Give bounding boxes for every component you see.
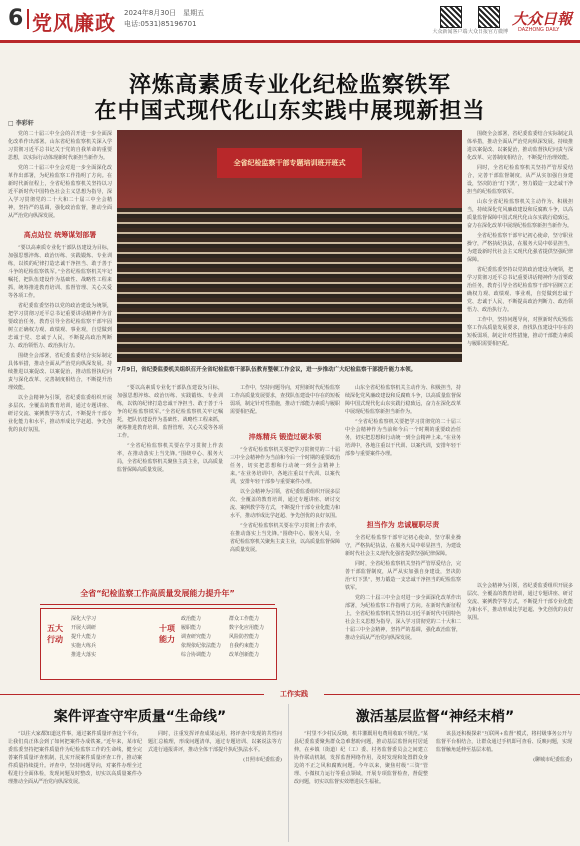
body-paragraph: “全省纪检监察机关要把学习贯彻党的二十届三中全会精神作为当前和今后一个时期的重要政治任务，切实把思想和行动统一到全会精神上来。”在业务培训中，各地注重以干代训、以案代训，安排年轻干部参与重要案件办理。 [345, 419, 461, 457]
list-item: 深化大学习 [71, 616, 97, 622]
qr-label: 大众新闻客户端 [432, 29, 468, 35]
right-box-list [181, 615, 221, 660]
editor-phone: 电话:0531)85196701 [124, 20, 197, 28]
issue-date: 2024年8月30日 星期五 [124, 9, 205, 17]
list-item: 实施大练兵 [71, 643, 97, 649]
column-3-top [230, 384, 340, 430]
list-item: 群众工作能力 [229, 616, 260, 622]
page-number: 6 [8, 6, 24, 31]
body-paragraph: “要以高素质专业化干部队伍建设为目标，加强思想淬炼、政治历练、实践锻炼、专业训练，以铁的纪律打造忠诚干净担当、敢于善于斗争的纪检监察铁军。”全省纪检监察机关牢记嘱托，把队伍建设作为基础性、战略性工程来抓，统筹推进教育培训、监督管理、关心关爱等各项工作。 [117, 385, 223, 439]
column-divider [288, 704, 289, 842]
right-box-label: 十项能力 [159, 624, 175, 644]
lead-text: 党的二十届三中全会的召开进一步全面深化改革作出部署。山东省纪检监察机关深入学习贯彻习近平总书记关于党的自我革命的重要思想，以实际行动体现新时代新担当新作为。 [8, 131, 112, 161]
body-paragraph: 同时，全省纪检监察机关坚持严管厚爱结合，完善干部监督制度，从严从实加强自身建设，坚决防治“灯下黑”，努力锻造一支忠诚干净担当的纪检监察铁军。 [345, 561, 461, 591]
body-paragraph: 省纪委监委坚持以党的政治建设为统领，把学习贯彻习近平总书记重要讲话精神作为首要政治任务，教育引导全省纪检监察干部牢固树立正确权力观、政绩观、事业观，自觉做到忠诚于党、忠诚于人民，不断提高政治判断力、政治领悟力、政治执行力。 [467, 267, 573, 313]
body-paragraph: 山东全省纪检监察机关主动作为、积极担当，持续深化党风廉政建设和反腐败斗争，以高质量监督保障中国式现代化山东实践行稳致远，奋力在深化改革中展现纪检监察新担当新作为。 [467, 199, 573, 229]
article-source: (聊城市纪委监委) [533, 757, 572, 763]
bottom-right-col-2 [436, 730, 572, 840]
photo-caption: 7月9日，省纪委监委机关组织召开全省纪检监察干部队伍教育整顿工作会议，进一步推动广大纪检监察干部提升能力本领。 [117, 367, 417, 373]
body-paragraph: 以全会精神为引领，省纪委监委组织开展多层次、全覆盖的教育培训，通过专题讲座、研讨交流、案例教学等方式，不断提升干部专业化能力和水平，推动形成比学赶超、争先创优的良好氛围。 [8, 395, 112, 433]
body-paragraph: 全省纪检监察干部牢记初心使命，坚守职业操守，严格执纪执法，在服务大局中彰显担当，为建设新时代社会主义现代化强省提供坚强纪律保障。 [467, 233, 573, 263]
lead-paragraph [8, 130, 112, 226]
column-4 [345, 534, 461, 684]
body-paragraph: 党的二十届三中全会对进一步全面深化改革作出部署，为纪检监察工作指明了方向。在新时代新征程上，全省纪检监察机关坚持以习近平新时代中国特色社会主义思想为指导，深入学习贯彻党的二十大和二十届三中全会精神，坚持严的基调，强化政治监督，推动全面从严治党向纵深发展。 [345, 595, 461, 641]
body-paragraph: “村里不少村民反映，机井灌溉用电费用收取不规范。”某县纪委监委聚焦群众急难愁盼问题，推动基层监督向村居延伸，在乡镇（街道）纪（工）委、村务监督委员会之间建立协作联动机制，发挥监督网络作用，及时发现和处置群众身边的不正之风和腐败问题。今年以来，聚焦村级“三资”管理、小微权力运行等重点领域，开展专项监督检查，督促整改问题，切实以监督实效增进民生福祉。 [294, 731, 428, 785]
dateline [124, 8, 204, 30]
column-2 [117, 384, 223, 578]
body-paragraph: “要以高素质专业化干部队伍建设为目标，加强思想淬炼、政治历练、实践锻炼、专业训练，以铁的纪律打造忠诚干净担当、敢于善于斗争的纪检监察铁军。”全省纪检监察机关牢记嘱托，把队伍建设作为基础性、战略性工程来抓，统筹推进教育培训、监督管理、关心关爱等各项工作。 [8, 245, 112, 299]
bottom-left-col-2 [148, 730, 282, 840]
list-item: 调查研究能力 [181, 634, 212, 640]
list-item: 改革创新能力 [229, 652, 260, 658]
masthead [0, 0, 580, 43]
bottom-right-title: 激活基层监督“神经末梢” [355, 709, 515, 725]
body-paragraph: 工作中，坚持问题导向，对照新时代纪检监察工作高质量发展要求，查找队伍建设中存在的短板弱项，制定针对性措施，推动干部能力素质与履职需要相匹配。 [467, 317, 573, 347]
body-paragraph: 以全会精神为引领，省纪委监委组织开展多层次、全覆盖的教育培训，通过专题讲座、研讨交流、案例教学等方式，不断提升干部专业化能力和水平，推动形成比学赶超、争先创优的良好氛围。 [230, 489, 340, 519]
section-tag: 工作实践 [264, 688, 324, 700]
right-box-list-2 [229, 615, 264, 660]
newspaper-logo-sub: DAZHONG DAILY [518, 27, 560, 33]
list-item: 数字化应用能力 [229, 625, 265, 631]
list-item: 政治能力 [181, 616, 202, 622]
conference-photo [117, 130, 462, 362]
left-box-list [71, 615, 96, 660]
section-title: 党风廉政 [32, 11, 116, 35]
body-paragraph: 以全会精神为引领，省纪委监委组织开展多层次、全覆盖的教育培训，通过专题讲座、研讨交流、案例教学等方式，不断提升干部专业化能力和水平，推动形成比学赶超、争先创优的良好氛围。 [467, 583, 573, 621]
article-source: (日照市纪委监委) [243, 757, 282, 763]
list-item: 开展大调研 [71, 625, 97, 631]
qr-code-icon[interactable] [440, 6, 462, 28]
body-paragraph: “全省纪检监察机关要把学习贯彻党的二十届三中全会精神作为当前和今后一个时期的重要政治任务，切实把思想和行动统一到全会精神上来。”在业务培训中，各地注重以干代训、以案代训，安排年轻干部参与重要案件办理。 [230, 447, 340, 485]
body-paragraph: 围绕全会部署，省纪委监委结合实际制定具体举措，推动全面从严治党向纵深发展。持续推进以案促改、以案促治，推动监督执纪问责与深化改革、完善制度相结合，不断提升治理效能。 [8, 353, 112, 391]
body-paragraph: 党的二十届三中全会对进一步全面深化改革作出部署，为纪检监察工作指明了方向。在新时代新征程上，全省纪检监察机关坚持以习近平新时代中国特色社会主义思想为指导，深入学习贯彻党的二十大和二十届三中全会精神，坚持严的基调，强化政治监督，推动全面从严治党向纵深发展。 [8, 165, 112, 219]
highlight-box-title: 全省“纪检监察工作高质量发展能力提升年” [40, 584, 275, 605]
column-5 [467, 130, 573, 578]
highlight-box [40, 608, 277, 680]
body-paragraph: 山东全省纪检监察机关主动作为、积极担当，持续深化党风廉政建设和反腐败斗争，以高质量监督保障中国式现代化山东实践行稳致远，奋力在深化改革中展现纪检监察新担当新作为。 [345, 385, 461, 415]
column-5-lower [467, 582, 573, 684]
masthead-divider [27, 9, 29, 29]
conference-stage [117, 130, 462, 208]
body-paragraph: “全省纪检监察机关要在学习贯彻上作表率，在推动落实上当先锋。”围绕中心、服务大局，全省纪检监察机关聚焦主责主业，以高质量监督保障高质量发展。 [117, 443, 223, 473]
column-4-top [345, 384, 461, 518]
stage-banner: 全省纪检监察干部专题培训班开班式 [217, 148, 362, 178]
headline-line-2: 在中国式现代化山东实践中展现新担当 [94, 99, 486, 124]
body-paragraph: 同时，注重发挥评查成果运用，将评查中发现的共性问题汇总梳理，形成问题清单，通过专题培训、以案说法等方式进行通报讲评，推动全体干部提升执纪执法水平。 [148, 731, 282, 753]
list-item: 风险防控能力 [229, 634, 260, 640]
subhead-2: 淬炼精兵 锻造过硬本领 [248, 433, 322, 441]
subhead-1: 高点站位 统筹谋划部署 [23, 231, 97, 239]
qr-label: 大众日报官方微博 [468, 29, 509, 35]
body-paragraph: 省纪委监委坚持以党的政治建设为统领，把学习贯彻习近平总书记重要讲话精神作为首要政治任务，教育引导全省纪检监察干部牢固树立正确权力观、政绩观、事业观，自觉做到忠诚于党、忠诚于人民，不断提高政治判断力、政治领悟力、政治执行力。 [8, 303, 112, 349]
list-item: 履职能力 [181, 625, 202, 631]
body-paragraph: “以往大家都知道这件事，通过案件质量评查这个平台，让我们真正体会到了如何把案件办成铁案。”近年来，某市纪委监委坚持把案件质量作为纪检监察工作的生命线，健全完善案件质量评查机制，扎实开展案件质量评查工作，推动案件质量持续提升。评查中，坚持问题导向，对案件办理全过程进行全面体检，发现问题及时整改，切实以高质量案件办理推动全面从严治党向纵深发展。 [8, 731, 142, 785]
byline: □ 李彩轩 [8, 120, 34, 127]
newspaper-logo: 大众日報 [512, 10, 573, 28]
list-item: 依规依纪依法能力 [181, 643, 222, 649]
body-paragraph: “全省纪检监察机关要在学习贯彻上作表率，在推动落实上当先锋。”围绕中心、服务大局，全省纪检监察机关聚焦主责主业，以高质量监督保障高质量发展。 [230, 523, 340, 553]
left-box-label: 五大行动 [47, 624, 63, 644]
body-paragraph: 全省纪检监察干部牢记初心使命，坚守职业操守，严格执纪执法，在服务大局中彰显担当，为建设新时代社会主义现代化强省提供坚强纪律保障。 [345, 535, 461, 557]
column-1 [8, 244, 112, 578]
headline-line-1: 淬炼高素质专业化纪检监察铁军 [128, 73, 451, 98]
qr-code-icon[interactable] [478, 6, 500, 28]
bottom-left-title: 案件评查守牢质量“生命线” [53, 709, 227, 725]
list-item: 自我约束能力 [229, 643, 260, 649]
body-paragraph: 该县还积极探索“互联网+监督”模式，将村级事务公开与监督平台相结合，让群众通过手机即可查看、反映问题，实现监督触角延伸至基层末梢。 [436, 731, 572, 753]
body-paragraph: 围绕全会部署，省纪委监委结合实际制定具体举措，推动全面从严治党向纵深发展。持续推进以案促改、以案促治，推动监督执纪问责与深化改革、完善制度相结合，不断提升治理效能。 [467, 131, 573, 161]
list-item: 提升大能力 [71, 634, 97, 640]
body-paragraph: 同时，全省纪检监察机关坚持严管厚爱结合，完善干部监督制度，从严从实加强自身建设，坚决防治“灯下黑”，努力锻造一支忠诚干净担当的纪检监察铁军。 [467, 165, 573, 195]
bottom-left-col-1 [8, 730, 142, 840]
bottom-right-col-1 [294, 730, 428, 840]
list-item: 综合协调能力 [181, 652, 212, 658]
subhead-3: 担当作为 忠诚履职尽责 [366, 521, 440, 529]
list-item: 推进大落实 [71, 652, 97, 658]
body-paragraph: 工作中，坚持问题导向，对照新时代纪检监察工作高质量发展要求，查找队伍建设中存在的短板弱项，制定针对性措施，推动干部能力素质与履职需要相匹配。 [230, 385, 340, 415]
audience-seats [117, 208, 462, 362]
